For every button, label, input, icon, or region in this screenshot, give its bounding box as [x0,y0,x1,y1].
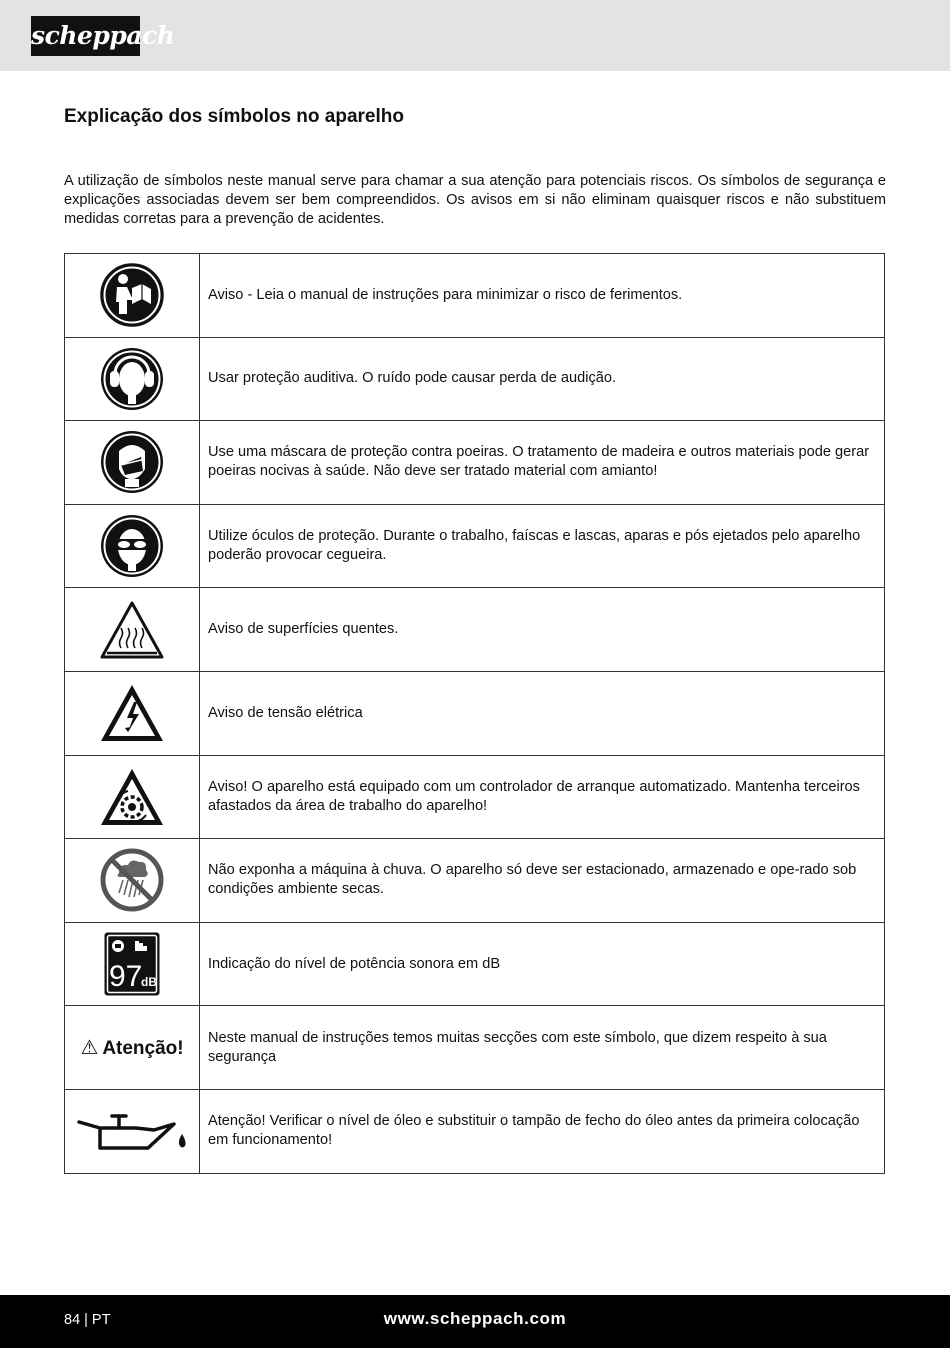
page-number-value: 84 [64,1312,81,1328]
scheppach-logo: scheppach [31,16,140,56]
table-row [65,337,885,421]
table-row [65,671,885,755]
row-text: Utilize óculos de proteção. Durante o trabalho, faíscas e lascas, aparas e pós ejetados pelo aparelho poderão provocar cegueira. [200,504,885,588]
no-rain-icon [99,847,165,913]
eye-protection-icon [99,513,165,579]
page-title: Explicação dos símbolos no aparelho [64,106,404,127]
sound-value: 97 [109,960,143,994]
sound-power-icon [103,931,161,997]
row-text: Aviso de tensão elétrica [200,671,885,755]
table-row [65,1006,885,1090]
icon-cell [65,504,200,588]
sound-unit: dB [141,975,157,990]
attention-label [80,1038,183,1059]
table-row [65,421,885,505]
icon-cell [65,839,200,923]
icon-cell [65,755,200,839]
icon-cell [65,337,200,421]
icon-cell [65,671,200,755]
electric-voltage-icon [98,682,166,744]
table-row [65,1089,885,1173]
table-row [65,755,885,839]
row-text: Aviso - Leia o manual de instruções para minimizar o risco de ferimentos. [200,254,885,338]
row-text: Neste manual de instruções temos muitas secções com este símbolo, que dizem respeito à sua segurança [200,1006,885,1090]
row-text: Atenção! Verificar o nível de óleo e substituir o tampão de fecho do óleo antes da primeira colocação em funcionamento! [200,1089,885,1173]
icon-cell [65,1089,200,1173]
oil-can-icon [76,1108,188,1154]
row-text: Indicação do nível de potência sonora em dB [200,922,885,1006]
attention-text: Atenção! [102,1038,184,1060]
row-text: Aviso de superfícies quentes. [200,588,885,672]
intro-paragraph: A utilização de símbolos neste manual serve para chamar a sua atenção para potenciais riscos. Os símbolos de segurança e explicações associadas devem ser bem compreendidos. Os avisos em si não eliminam quaisquer riscos e não substituem medidas corretas para a prevenção de acidentes. [64,173,886,227]
row-text: Usar proteção auditiva. O ruído pode causar perda de audição. [200,337,885,421]
ear-protection-icon [99,346,165,412]
page-footer [0,1295,950,1348]
table-row [65,504,885,588]
icon-cell [65,254,200,338]
table-row [65,254,885,338]
warning-triangle-icon: ⚠ [80,1037,99,1060]
hot-surface-icon [99,600,165,660]
row-text: Não exponha a máquina à chuva. O aparelho só deve ser estacionado, armazenado e ope-rado sob condições ambiente secas. [200,839,885,923]
page-header [0,0,950,71]
row-text: Aviso! O aparelho está equipado com um controlador de arranque automatizado. Mantenha terceiros afastados da área de trabalho do aparelho! [200,755,885,839]
language-code: PT [91,1312,111,1328]
read-manual-icon [99,262,165,328]
table-row [65,922,885,1006]
website-link[interactable]: www.scheppach.com [383,1309,567,1328]
icon-cell [65,588,200,672]
separator: | [84,1312,88,1328]
table-row [65,839,885,923]
icon-cell [65,922,200,1006]
dust-mask-icon [99,429,165,495]
icon-cell [65,1006,200,1090]
icon-cell [65,421,200,505]
auto-start-icon [98,766,166,828]
table-row [65,588,885,672]
row-text: Use uma máscara de proteção contra poeiras. O tratamento de madeira e outros materiais pode gerar poeiras nocivas à saúde. Não deve ser tratado material com amianto! [200,421,885,505]
symbols-table [64,253,885,1174]
